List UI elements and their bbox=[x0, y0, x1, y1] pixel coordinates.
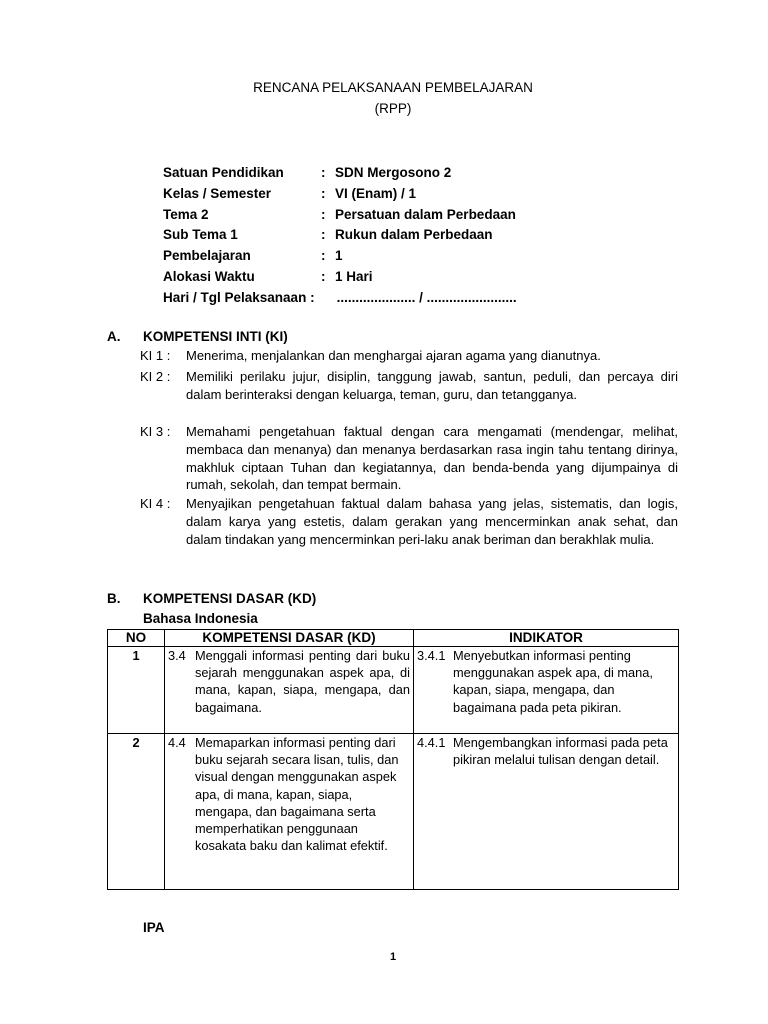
info-label: Sub Tema 1 bbox=[163, 227, 238, 243]
ki-code: KI 1 : bbox=[140, 348, 171, 363]
section-b-heading bbox=[107, 591, 316, 606]
table-header: NO bbox=[108, 630, 165, 647]
kd-text: Memaparkan informasi penting dari buku sejarah secara lisan, tulis, dan visual dengan menggunakan aspek apa, di mana, kapan, siapa, mengapa, dan bagaimana serta memperhatikan penggunaan kosakata baku dan kalimat efektif. bbox=[195, 735, 399, 854]
info-value: Persatuan dalam Perbedaan bbox=[335, 206, 516, 222]
info-row-alokasi bbox=[163, 267, 517, 288]
kd-cell bbox=[165, 734, 414, 890]
ki-item bbox=[140, 347, 678, 365]
kd-code: 4.4 bbox=[168, 735, 186, 750]
indicator-item bbox=[417, 734, 675, 768]
table-header-row bbox=[108, 630, 679, 647]
info-colon: : bbox=[321, 248, 326, 264]
subject-heading-ipa: IPA bbox=[143, 920, 165, 935]
ki-text: Menyajikan pengetahuan faktual dalam bahasa yang jelas, sistematis, dan logis, dalam karya yang estetis, dalam gerakan yang mencerminkan anak sehat, dan dalam tindakan yang mencerminkan peri-laku anak beriman dan berakhlak mulia. bbox=[186, 496, 678, 547]
info-colon: : bbox=[321, 206, 326, 222]
indicator-item bbox=[417, 647, 675, 716]
info-colon: : bbox=[321, 165, 326, 180]
document-title: RENCANA PELAKSANAAN PEMBELAJARAN bbox=[253, 80, 533, 95]
ki-item bbox=[140, 368, 678, 404]
info-row-kelas bbox=[163, 184, 517, 205]
ki-text: Memiliki perilaku jujur, disiplin, tanggung jawab, santun, peduli, dan percaya diri dalam berinteraksi dengan keluarga, teman, guru, dan tetangganya. bbox=[186, 369, 678, 402]
indicator-cell bbox=[414, 647, 679, 734]
document-subtitle: (RPP) bbox=[374, 101, 412, 116]
info-colon: : bbox=[321, 268, 326, 284]
info-row-tema bbox=[163, 205, 517, 226]
section-a-heading bbox=[107, 329, 288, 344]
info-value: Rukun dalam Perbedaan bbox=[335, 227, 493, 243]
ki-item bbox=[140, 423, 678, 494]
indicator-code: 4.4.1 bbox=[417, 735, 446, 750]
info-value: SDN Mergosono 2 bbox=[335, 165, 452, 180]
table-row bbox=[108, 647, 679, 734]
info-value: VI (Enam) / 1 bbox=[335, 185, 417, 201]
indicator-text: Menyebutkan informasi penting menggunakan aspek apa, di mana, kapan, siapa, mengapa, dan bagaimana pada peta pikiran. bbox=[453, 648, 653, 715]
info-row-satuan bbox=[163, 163, 517, 184]
info-row-subtema bbox=[163, 225, 517, 246]
info-row-hari bbox=[163, 288, 517, 309]
subject-heading: Bahasa Indonesia bbox=[143, 611, 258, 626]
kd-cell bbox=[165, 647, 414, 734]
ki-code: KI 4 : bbox=[140, 496, 171, 511]
section-letter: A. bbox=[107, 329, 121, 344]
kd-code: 3.4 bbox=[168, 648, 186, 663]
kd-item bbox=[168, 734, 410, 854]
indicator-cell bbox=[414, 734, 679, 890]
section-title: KOMPETENSI DASAR (KD) bbox=[143, 591, 317, 606]
identity-block bbox=[163, 163, 517, 309]
info-label: Pembelajaran bbox=[163, 248, 251, 264]
info-colon: : bbox=[321, 185, 326, 201]
info-label: Hari / Tgl Pelaksanaan : bbox=[163, 289, 315, 305]
info-value: 1 bbox=[335, 248, 343, 264]
table-header: INDIKATOR bbox=[414, 630, 679, 647]
info-colon: : bbox=[321, 227, 326, 243]
info-value: 1 Hari bbox=[335, 268, 373, 284]
info-row-pembelajaran bbox=[163, 246, 517, 267]
kd-item bbox=[168, 647, 410, 716]
ki-code: KI 3 : bbox=[140, 424, 171, 439]
kd-table bbox=[107, 629, 679, 890]
indicator-text: Mengembangkan informasi pada peta pikiran melalui tulisan dengan detail. bbox=[453, 735, 668, 768]
section-title: KOMPETENSI INTI (KI) bbox=[143, 329, 288, 344]
info-label: Tema 2 bbox=[163, 206, 209, 222]
indicator-code: 3.4.1 bbox=[417, 648, 446, 663]
ki-code: KI 2 : bbox=[140, 369, 171, 384]
page-number: 1 bbox=[389, 951, 397, 963]
info-label: Satuan Pendidikan bbox=[163, 165, 284, 180]
row-number: 1 bbox=[108, 647, 165, 734]
ki-text: Memahami pengetahuan faktual dengan cara mengamati (mendengar, melihat, membaca dan menanya) dan menanya berdasarkan rasa ingin tahu tentang dirinya, makhluk ciptaan Tuhan dan kegiatannya, dan benda-benda yang dijumpainya di rumah, sekolah, dan tempat bermain. bbox=[186, 424, 678, 493]
kd-text: Menggali informasi penting dari buku sejarah menggunakan aspek apa, di mana, kapan, siapa, mengapa, dan bagaimana. bbox=[195, 648, 410, 715]
ki-text: Menerima, menjalankan dan menghargai ajaran agama yang dianutnya. bbox=[186, 348, 601, 363]
ki-item bbox=[140, 495, 678, 548]
info-label: Alokasi Waktu bbox=[163, 268, 255, 284]
row-number: 2 bbox=[108, 734, 165, 890]
info-value: ..................... / ........................ bbox=[336, 289, 517, 305]
info-label: Kelas / Semester bbox=[163, 185, 272, 201]
table-row bbox=[108, 734, 679, 890]
section-letter: B. bbox=[107, 591, 121, 606]
table-header: KOMPETENSI DASAR (KD) bbox=[165, 630, 414, 647]
